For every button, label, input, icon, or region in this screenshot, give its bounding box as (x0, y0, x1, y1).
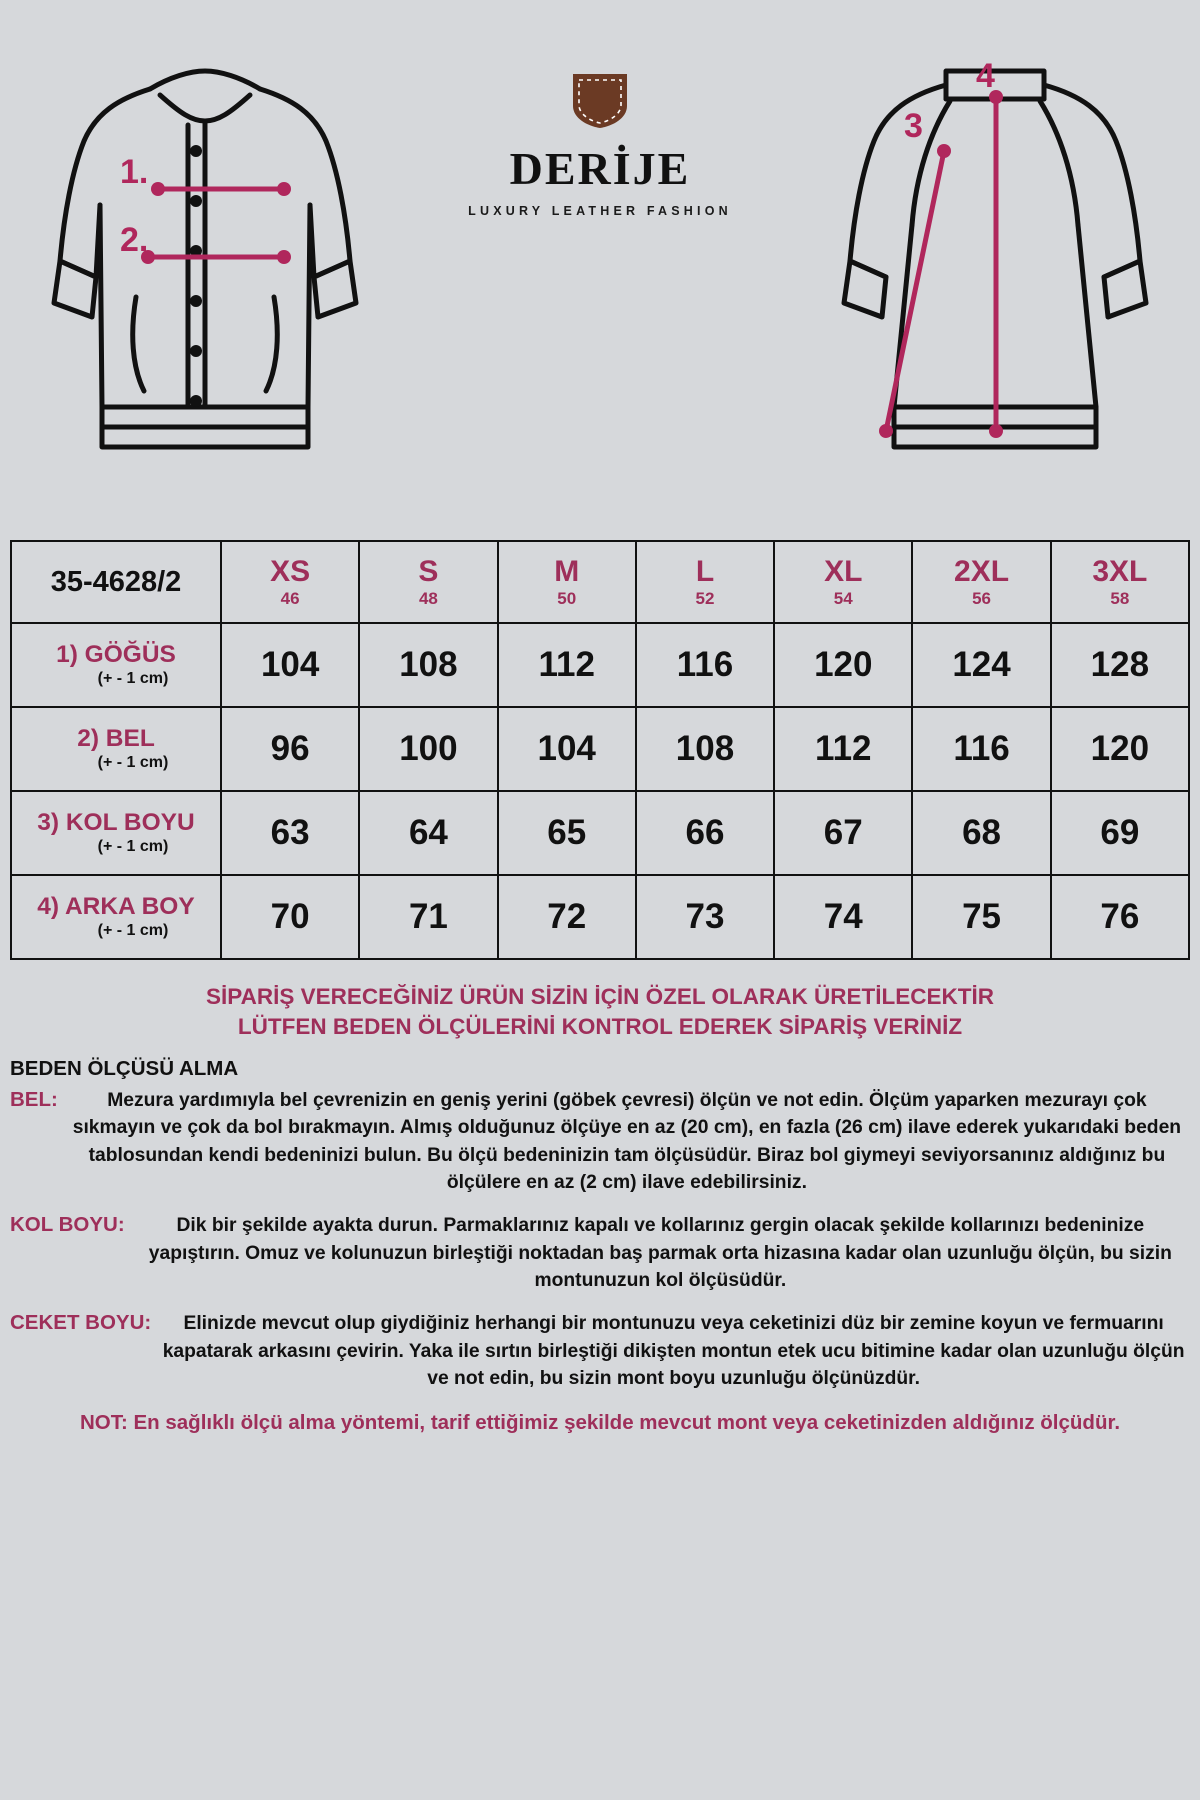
cell-value: 70 (221, 875, 359, 959)
column-header-l (636, 541, 774, 623)
cell-value: 108 (359, 623, 497, 707)
cell-value: 100 (359, 707, 497, 791)
illustration-area (0, 0, 1200, 540)
marker-1-label: 1. (120, 153, 149, 191)
size-table (10, 540, 1190, 960)
cell-value: 68 (912, 791, 1050, 875)
cell-value: 96 (221, 707, 359, 791)
measure-name: 4) ARKA BOY (37, 892, 195, 920)
instruction-text: Elinizde mevcut olup giydiğiniz herhangi bir montunuzu veya ceketinizi düz bir zemine koyun ve fermuarını kapatarak arkasını çevirin. Yaka ile sırtın birleştiği dikişten montun etek ucu bitimine kadar olan uzunluğu ölçün ve not edin, bu sizin mont boyu uzunluğu ölçünüzdür. (162, 1313, 1185, 1390)
custom-order-notice (0, 982, 1200, 1043)
measure-tolerance: (+ - 1 cm) (97, 922, 169, 940)
cell-value: 75 (912, 875, 1050, 959)
jacket-back-illustration (830, 55, 1160, 485)
cell-value: 104 (221, 623, 359, 707)
measure-name: 2) BEL (77, 724, 155, 752)
cell-value: 112 (774, 707, 912, 791)
instructions-title: BEDEN ÖLÇÜSÜ ALMA (10, 1056, 239, 1080)
measure-name: 1) GÖĞÜS (56, 640, 176, 668)
cell-value: 120 (1051, 707, 1189, 791)
table-row (11, 875, 1189, 959)
instruction-tag: BEL: (10, 1087, 58, 1111)
cell-value: 73 (636, 875, 774, 959)
cell-value: 124 (912, 623, 1050, 707)
eu-size-label: 52 (695, 588, 715, 608)
measure-name: 3) KOL BOYU (37, 808, 195, 836)
cell-value: 71 (359, 875, 497, 959)
row-label-gogus (11, 623, 221, 707)
jacket-front-illustration (40, 55, 370, 485)
product-code: 35-4628/2 (11, 541, 221, 623)
instruction-bel (0, 1087, 1200, 1197)
cell-value: 116 (912, 707, 1050, 791)
cell-value: 112 (498, 623, 636, 707)
column-header-xs (221, 541, 359, 623)
size-label: 2XL (954, 555, 1010, 589)
measure-tolerance: (+ - 1 cm) (97, 670, 169, 688)
measure-line-waist (141, 250, 291, 264)
row-label-arka-boy (11, 875, 221, 959)
row-label-kol-boyu (11, 791, 221, 875)
cell-value: 66 (636, 791, 774, 875)
leather-patch-icon (567, 70, 633, 132)
cell-value: 64 (359, 791, 497, 875)
eu-size-label: 48 (418, 588, 438, 608)
marker-2-label: 2. (120, 221, 149, 259)
brand-block (430, 70, 770, 218)
column-header-2xl (912, 541, 1050, 623)
cell-value: 69 (1051, 791, 1189, 875)
marker-3-label: 3 (904, 107, 923, 145)
size-label: 3XL (1092, 555, 1148, 589)
column-header-3xl (1051, 541, 1189, 623)
eu-size-label: 58 (1110, 588, 1130, 608)
measure-line-chest (151, 182, 291, 196)
cell-value: 116 (636, 623, 774, 707)
instruction-text: Dik bir şekilde ayakta durun. Parmaklarınız kapalı ve kollarınız gergin olacak şekilde kollarınızı bedeninize yapıştırın. Omuz ve kolunuzun birleştiği noktadan baş parmak orta hizasına kadar olan uzunluğu ölçün, bu sizin montunuzun kol ölçüsüdür. (148, 1215, 1172, 1292)
cell-value: 120 (774, 623, 912, 707)
cell-value: 63 (221, 791, 359, 875)
button-row-icon (190, 145, 202, 407)
table-row (11, 791, 1189, 875)
marker-4-label: 4 (976, 57, 995, 95)
instruction-ceket-boyu (0, 1310, 1200, 1392)
jacket-back-icon (830, 55, 1160, 485)
final-note: NOT: En sağlıklı ölçü alma yöntemi, tarif ettiğimiz şekilde mevcut mont veya ceketinizden aldığınız ölçüdür. (79, 1410, 1121, 1434)
cell-value: 108 (636, 707, 774, 791)
cell-value: 67 (774, 791, 912, 875)
measure-tolerance: (+ - 1 cm) (97, 838, 169, 856)
brand-name: DERİJE (509, 143, 691, 194)
cell-value: 104 (498, 707, 636, 791)
brand-tagline: LUXURY LEATHER FASHION (468, 204, 732, 218)
jacket-front-icon (40, 55, 370, 485)
cell-value: 128 (1051, 623, 1189, 707)
table-row (11, 623, 1189, 707)
notice-line-2: LÜTFEN BEDEN ÖLÇÜLERİNİ KONTROL EDEREK SİPARİŞ VERİNİZ (237, 1014, 963, 1040)
cell-value: 74 (774, 875, 912, 959)
cell-value: 76 (1051, 875, 1189, 959)
row-label-bel (11, 707, 221, 791)
cell-value: 65 (498, 791, 636, 875)
eu-size-label: 56 (972, 588, 991, 608)
eu-size-label: 54 (833, 588, 853, 608)
column-header-s (359, 541, 497, 623)
notice-line-1: SİPARİŞ VERECEĞİNİZ ÜRÜN SİZİN İÇİN ÖZEL OLARAK ÜRETİLECEKTİR (206, 984, 994, 1009)
eu-size-label: 50 (557, 588, 577, 608)
measure-line-back-length (989, 90, 1003, 438)
measure-tolerance: (+ - 1 cm) (97, 754, 169, 772)
instruction-text: Mezura yardımıyla bel çevrenizin en geniş yerini (göbek çevresi) ölçün ve not edin. Ölçüm yaparken mezurayı çok sıkmayın ve çok da bol bırakmayın. Almış olduğunuz ölçüye en az (20 cm), en fazla (26 cm) ilave ederek yukarıdaki beden tablosundan kendi bedeninizi bulun. Bu ölçü bedeninizin tam ölçüsüdür. Biraz bol giymeyi seviyorsanınız aldığınız bu ölçülere en az (2 cm) ilave edebilirsiniz. (72, 1089, 1182, 1193)
size-label: L (695, 555, 715, 589)
size-table-wrap (0, 540, 1200, 960)
table-header-row (11, 541, 1189, 623)
column-header-xl (774, 541, 912, 623)
table-row (11, 707, 1189, 791)
cell-value: 72 (498, 875, 636, 959)
eu-size-label: 46 (280, 588, 300, 608)
size-label: S (418, 555, 439, 589)
instruction-kol-boyu (0, 1212, 1200, 1294)
size-label: XS (270, 555, 311, 589)
column-header-m (498, 541, 636, 623)
size-label: XL (824, 555, 863, 589)
instruction-tag: CEKET BOYU: (10, 1311, 152, 1335)
instruction-tag: KOL BOYU: (10, 1213, 125, 1237)
size-label: M (554, 555, 580, 589)
